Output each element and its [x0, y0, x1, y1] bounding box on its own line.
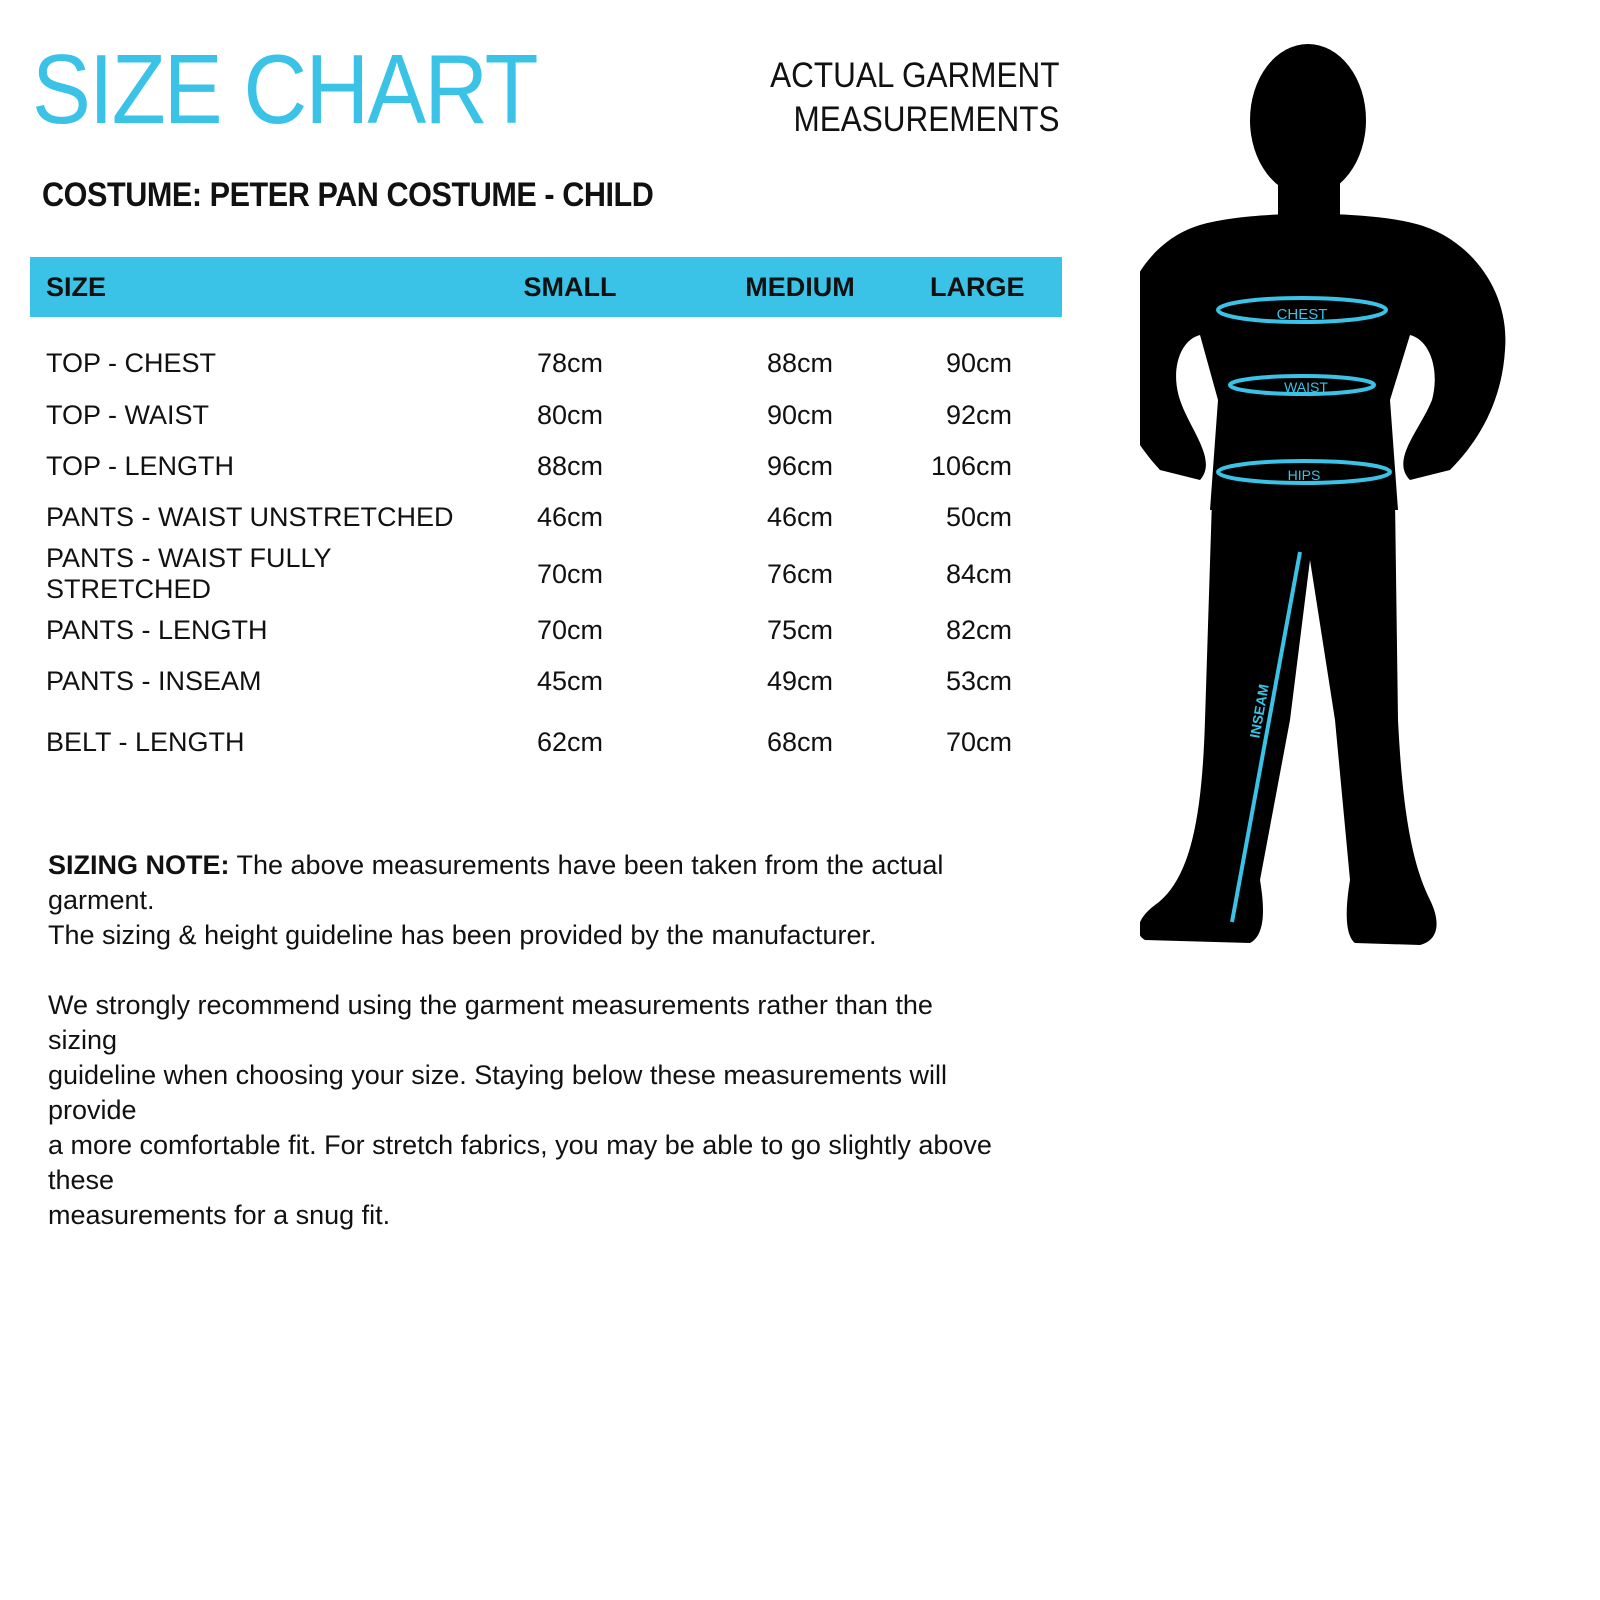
child-silhouette-icon — [1140, 40, 1560, 980]
table-row — [30, 441, 1062, 492]
inseam-label: INSEAM — [1246, 682, 1272, 740]
row-label: TOP - LENGTH — [46, 451, 235, 481]
cell-medium: 76cm — [766, 558, 834, 589]
cell-large: 50cm — [945, 502, 1012, 532]
cell-small: 80cm — [536, 400, 604, 430]
table-header-row — [30, 257, 1062, 317]
recommendation-line-2: guideline when choosing your size. Staying below these measurements will provide — [48, 1060, 947, 1125]
subtitle-line-2: MEASUREMENTS — [793, 100, 1060, 139]
header-small: SMALL — [523, 271, 617, 302]
table-row — [30, 656, 1062, 707]
sizing-note-paragraph — [48, 848, 1008, 953]
subtitle-line-1: ACTUAL GARMENT — [770, 56, 1060, 95]
cell-small: 45cm — [536, 666, 604, 696]
recommendation-paragraph — [48, 988, 1008, 1233]
cell-medium: 90cm — [766, 400, 834, 430]
chest-label: CHEST — [1276, 306, 1328, 323]
row-label: PANTS - WAIST FULLY STRETCHED — [46, 543, 332, 604]
cell-large: 106cm — [930, 451, 1012, 481]
sizing-notes — [48, 848, 1008, 1268]
cell-small: 62cm — [536, 726, 604, 757]
cell-medium: 96cm — [766, 451, 834, 481]
costume-name: COSTUME: PETER PAN COSTUME - CHILD — [42, 176, 654, 214]
sizing-note-line-1: The above measurements have been taken from the actual garment. — [48, 850, 944, 915]
table-row — [30, 317, 1062, 390]
cell-small: 70cm — [536, 558, 604, 589]
cell-small: 46cm — [536, 502, 604, 532]
cell-medium: 88cm — [766, 348, 834, 378]
row-label: BELT - LENGTH — [46, 726, 245, 757]
size-table — [30, 257, 1062, 771]
table-row — [30, 543, 1062, 605]
page-title: SIZE CHART — [32, 34, 537, 144]
cell-small: 70cm — [536, 615, 604, 645]
sizing-note-label: SIZING NOTE: — [48, 850, 230, 880]
hips-label: HIPS — [1287, 467, 1321, 483]
cell-medium: 68cm — [766, 726, 834, 757]
silhouette-shape — [1140, 44, 1505, 945]
waist-label: WAIST — [1284, 379, 1328, 395]
cell-small: 88cm — [536, 451, 604, 481]
cell-small: 78cm — [536, 348, 604, 378]
recommendation-line-1: We strongly recommend using the garment measurements rather than the sizing — [48, 990, 933, 1055]
row-label: TOP - WAIST — [46, 400, 210, 430]
table-body — [30, 317, 1062, 771]
table-row — [30, 707, 1062, 771]
header-large: LARGE — [930, 271, 1025, 302]
cell-medium: 49cm — [766, 666, 834, 696]
cell-large: 84cm — [945, 558, 1012, 589]
table-row — [30, 390, 1062, 441]
table-header — [30, 257, 1062, 317]
row-label: PANTS - INSEAM — [46, 666, 262, 696]
header-medium: MEDIUM — [745, 271, 855, 302]
table-row — [30, 492, 1062, 543]
table-row — [30, 605, 1062, 656]
cell-medium: 75cm — [766, 615, 834, 645]
row-label: PANTS - WAIST UNSTRETCHED — [46, 502, 454, 532]
measurements-subtitle — [771, 54, 1060, 142]
cell-large: 53cm — [945, 666, 1012, 696]
cell-large: 92cm — [945, 400, 1012, 430]
header-size: SIZE — [46, 271, 107, 302]
row-label: PANTS - LENGTH — [46, 615, 268, 645]
recommendation-line-4: measurements for a snug fit. — [48, 1200, 391, 1230]
body-measurement-figure — [1140, 40, 1560, 980]
row-label: TOP - CHEST — [46, 348, 217, 378]
recommendation-line-3: a more comfortable fit. For stretch fabrics, you may be able to go slightly above these — [48, 1130, 992, 1195]
cell-medium: 46cm — [766, 502, 834, 532]
cell-large: 70cm — [945, 726, 1012, 757]
sizing-note-line-2: The sizing & height guideline has been provided by the manufacturer. — [48, 920, 877, 950]
cell-large: 90cm — [945, 348, 1012, 378]
cell-large: 82cm — [945, 615, 1012, 645]
